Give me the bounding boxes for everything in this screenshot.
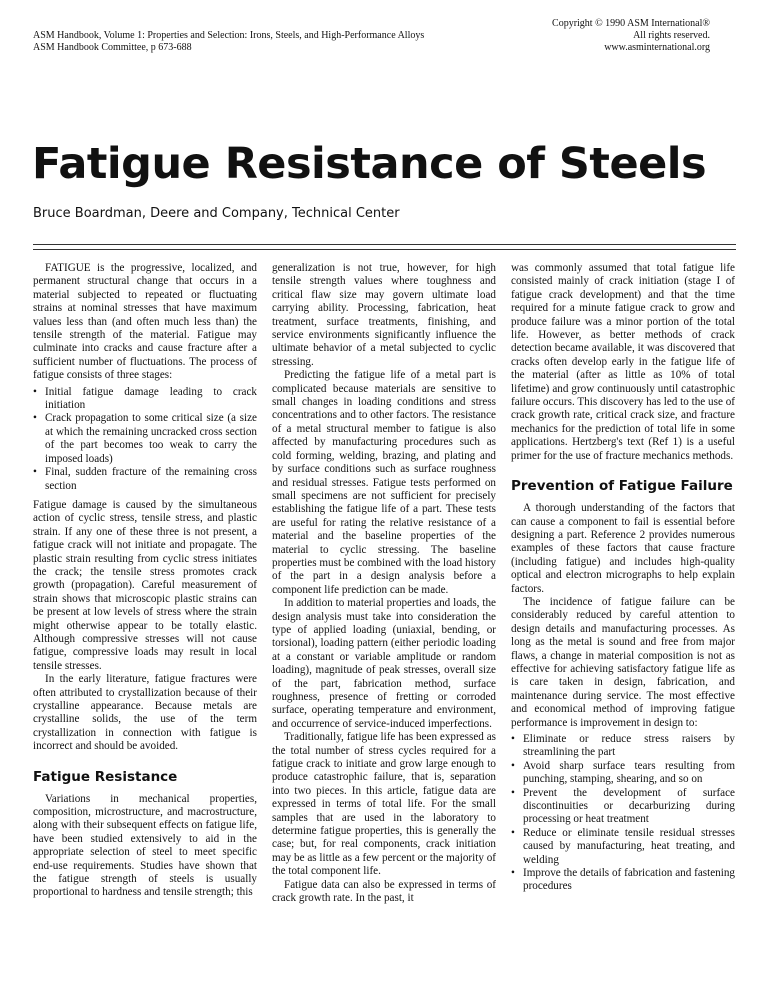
paragraph: FATIGUE is the progressive, localized, and permanent structural change that occurs in a material subjected to repeated or fluctuating strains at nominal stresses that have maximum values less than (and often much less than) the tensile strength of the material. Fatigue may culminate into cracks and cause fracture after a sufficient number of fluctuations. The process of fatigue consists of three stages:: [33, 262, 257, 382]
paragraph: generalization is not true, however, for high tensile strength values where toughness and critical flaw size may govern ultimate load carrying ability. Processing, fabrication, heat treatment, surface treatments, finishing, and service environments significantly influence the ultimate behavior of a metal subjected to cyclic stressing.: [272, 262, 496, 368]
paragraph: was commonly assumed that total fatigue life consisted mainly of crack initiation (stage I of fatigue crack development) and that the time required for a minute fatigue crack to grow and produce failure was a minor portion of the total life. However, as better methods of crack detection became available, it was discovered that cracks often develop early in the fatigue life of the material (after as little as 10% of total lifetime) and grow continuously until catastrophic failure occurs. This discovery has led to the use of crack growth rate, critical crack size, and fracture mechanics for the prediction of total life in some applications. Hertzberg's text (Ref 1) is a useful primer for the use of fracture mechanics methods.: [511, 262, 735, 462]
paragraph: Traditionally, fatigue life has been expressed as the total number of stress cycles required for a fatigue crack to initiate and grow large enough to produce catastrophic failure, that is, separation into two pieces. In this article, fatigue data are expressed in terms of total life. For the small samples that are used in the laboratory to determine fatigue properties, this is generally the case; but, for real components, crack initiation may be as little as a few percent or the majority of the total component life.: [272, 731, 496, 878]
paragraph: Fatigue data can also be expressed in terms of crack growth rate. In the past, it: [272, 878, 496, 905]
bullet-list: [511, 733, 735, 894]
copyright-header: [552, 18, 710, 54]
paragraph: In the early literature, fatigue fractures were often attributed to crystallization because of their crystalline appearance. Because metals are crystalline solids, the use of the term crystallization in connection with fatigue is incorrect and should be avoided.: [33, 673, 257, 753]
title-rule-top: [33, 244, 736, 245]
list-item: • Eliminate or reduce stress raisers by streamlining the part: [511, 733, 735, 760]
copyright-line: Copyright © 1990 ASM International®: [552, 18, 710, 29]
author-line: Bruce Boardman, Deere and Company, Technical Center: [33, 206, 400, 221]
text-column-1: [33, 262, 257, 900]
list-item: • Final, sudden fracture of the remaining cross section: [33, 466, 257, 493]
list-item: • Reduce or eliminate tensile residual stresses caused by manufacturing, heat treating, and welding: [511, 827, 735, 867]
paragraph: Fatigue damage is caused by the simultaneous action of cyclic stress, tensile stress, and plastic strain. If any one of these three is not present, a fatigue crack will not initiate and propagate. The plastic strain resulting from cyclic stress initiates the crack; the tensile stress promotes crack growth (propagation). Careful measurement of strain shows that microscopic plastic strains can be present at low levels of stress where the strain might otherwise appear to be totally elastic. Although compressive stresses will not cause fatigue, compressive loads may result in local tensile stresses.: [33, 498, 257, 672]
text-column-2: [272, 262, 496, 906]
paragraph: Variations in mechanical properties, composition, microstructure, and macrostructure, along with their subsequent effects on fatigue life, have been studied extensively to aid in the appropriate selection of steel to meet specific end-use requirements. Studies have shown that the fatigue strength of steels is usually proportional to hardness and tensile strength; this: [33, 792, 257, 899]
list-item: • Prevent the development of surface discontinuities or decarburizing during processing or heat treatment: [511, 787, 735, 827]
paragraph: In addition to material properties and loads, the design analysis must take into consideration the type of applied loading (uniaxial, bending, or torsional), loading pattern (either periodic loading at a constant or variable amplitude or random loading), magnitude of peak stresses, overall size of the part, fabrication method, surface roughness, presence of fretting or corroded surface, operating temperature and environment, and occurrence of service-induced imperfections.: [272, 597, 496, 730]
citation-header: [33, 30, 424, 54]
copyright-url: www.asminternational.org: [604, 42, 710, 53]
list-item: • Improve the details of fabrication and fastening procedures: [511, 867, 735, 894]
paragraph: A thorough understanding of the factors that can cause a component to fail is essential before designing a part. Reference 2 provides numerous examples of these factors that cause fracture (including fatigue) and includes high-quality optical and electron micrographs to help explain factors.: [511, 502, 735, 595]
paragraph: Predicting the fatigue life of a metal part is complicated because materials are sensitive to small changes in loading conditions and stress concentrations and to other factors. The resistance of a metal structural member to fatigue is also affected by manufacturing procedures such as cold forming, welding, brazing, and plating and by surface conditions such as surface roughness and residual stresses. Fatigue tests performed on small specimens are not sufficient for precisely establishing the fatigue life of a part. These tests are useful for rating the relative resistance of a material and the baseline properties of the material to cyclic stressing. The baseline properties must be combined with the load history of the part in a design analysis before a component life prediction can be made.: [272, 369, 496, 596]
bullet-list: [33, 386, 257, 493]
citation-line: ASM Handbook Committee, p 673-688: [33, 42, 192, 53]
section-heading: Fatigue Resistance: [33, 768, 178, 785]
section-heading: Prevention of Fatigue Failure: [511, 478, 733, 495]
title-rule-bottom: [33, 249, 736, 250]
list-item: • Crack propagation to some critical size (a size at which the remaining uncracked cross section of the part becomes too weak to carry the imposed loads): [33, 412, 257, 466]
list-item: • Initial fatigue damage leading to crack initiation: [33, 386, 257, 413]
citation-line: ASM Handbook, Volume 1: Properties and Selection: Irons, Steels, and High-Performance Alloys: [33, 30, 425, 41]
text-column-3: [511, 262, 735, 900]
paragraph: The incidence of fatigue failure can be considerably reduced by careful attention to design details and manufacturing processes. As long as the metal is sound and free from major flaws, a change in material composition is not as effective for achieving satisfactory fatigue life as is care taken in design, fabrication, and maintenance during service. The most effective and economical method of improving fatigue performance is improvement in design to:: [511, 595, 735, 729]
list-item: • Avoid sharp surface tears resulting from punching, stamping, shearing, and so on: [511, 760, 735, 787]
article-title: Fatigue Resistance of Steels: [32, 139, 707, 189]
copyright-line: All rights reserved.: [633, 30, 710, 41]
